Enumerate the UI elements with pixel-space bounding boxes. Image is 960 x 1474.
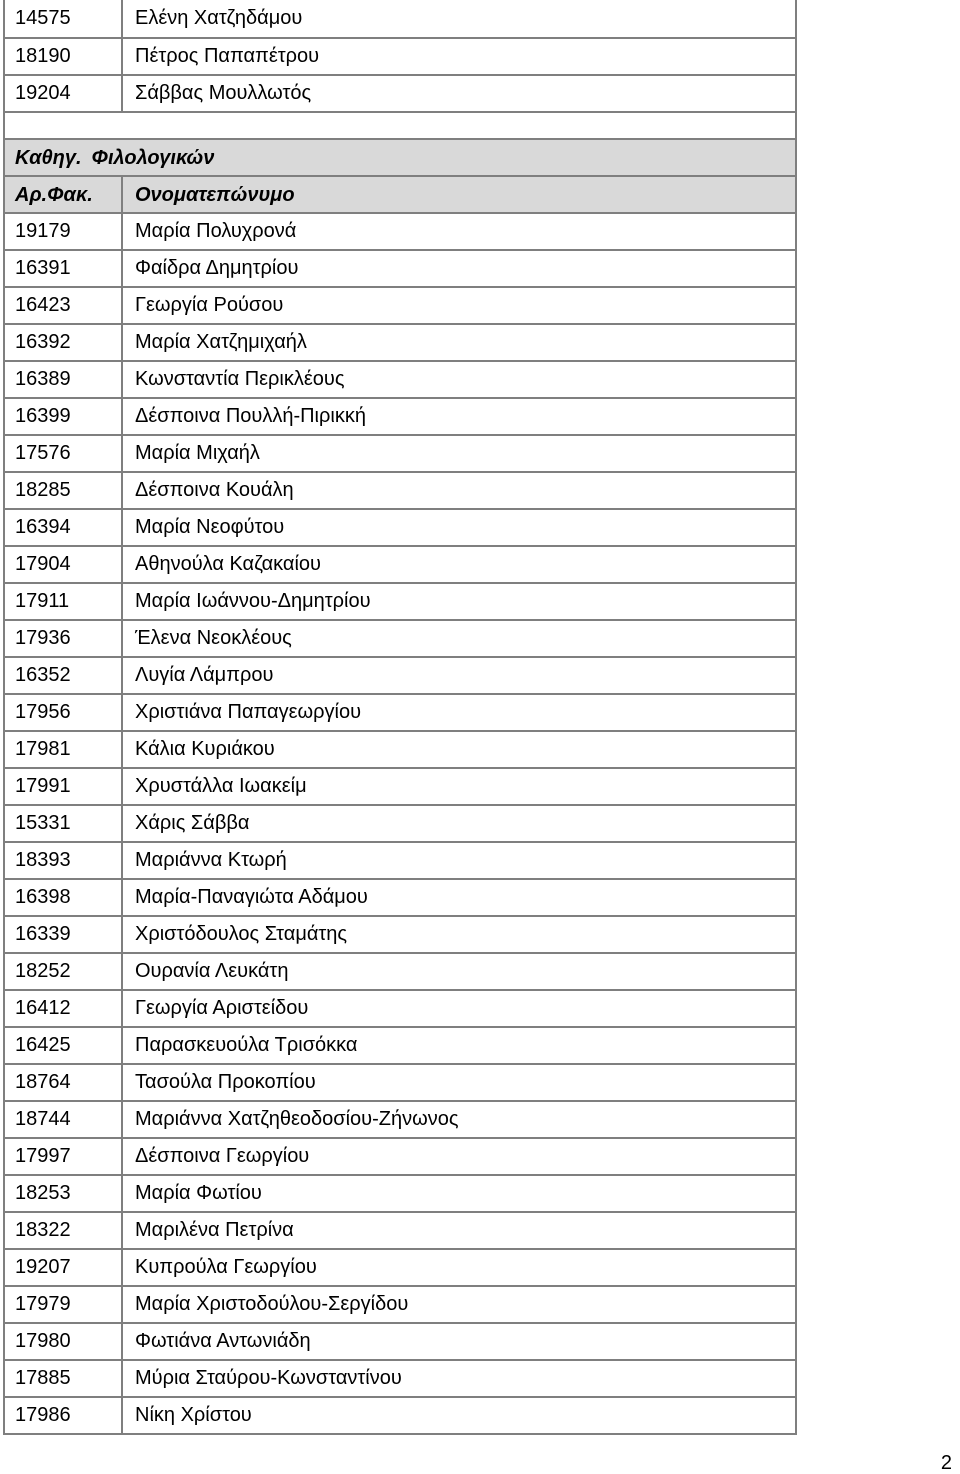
full-name: Νίκη Χρίστου xyxy=(135,1404,252,1426)
full-name: Ελένη Χατζηδάμου xyxy=(135,7,303,29)
file-number: 18285 xyxy=(5,473,123,508)
full-name: Μαρία Χατζημιχαήλ xyxy=(135,331,307,353)
table-row xyxy=(5,1137,795,1174)
full-name: Μαρία Ιωάννου-Δημητρίου xyxy=(135,590,371,612)
full-name: Έλενα Νεοκλέους xyxy=(135,627,292,649)
full-name: Πέτρος Παπαπέτρου xyxy=(135,45,320,67)
full-name: Κωνσταντία Περικλέους xyxy=(135,368,345,390)
page-number: 2 xyxy=(940,1452,952,1474)
table-row xyxy=(5,1322,795,1359)
col-id-header: Αρ.Φακ. xyxy=(5,177,123,212)
file-number: 17885 xyxy=(5,1361,123,1396)
full-name: Δέσποινα Κουάλη xyxy=(135,479,294,501)
file-number: 18253 xyxy=(5,1176,123,1211)
table-row xyxy=(5,212,795,249)
full-name: Τασούλα Προκοπίου xyxy=(135,1071,316,1093)
table-row xyxy=(5,1063,795,1100)
full-name: Λυγία Λάμπρου xyxy=(135,664,274,686)
col-name-header: Ονοματεπώνυμο xyxy=(135,184,295,206)
full-name: Γεωργία Ρούσου xyxy=(135,294,284,316)
section-title xyxy=(5,140,214,175)
full-name: Μαρία Χριστοδούλου-Σεργίδου xyxy=(135,1293,409,1315)
full-name: Μαρία-Παναγιώτα Αδάμου xyxy=(135,886,368,908)
full-name: Χρυστάλλα Ιωακείμ xyxy=(135,775,307,797)
full-name: Δέσποινα Πουλλή-Πιρικκή xyxy=(135,405,366,427)
file-number: 14575 xyxy=(5,0,123,37)
full-name: Μαρία Μιχαήλ xyxy=(135,442,260,464)
table-row xyxy=(5,74,795,111)
table-row xyxy=(5,767,795,804)
table-row xyxy=(5,323,795,360)
full-name: Μαριλένα Πετρίνα xyxy=(135,1219,294,1241)
file-number: 17904 xyxy=(5,547,123,582)
file-number: 16389 xyxy=(5,362,123,397)
section-title-part2: Φιλολογικών xyxy=(91,147,215,169)
file-number: 16392 xyxy=(5,325,123,360)
table-row xyxy=(5,841,795,878)
file-number: 19179 xyxy=(5,214,123,249)
file-number: 16352 xyxy=(5,658,123,693)
full-name: Γεωργία Αριστείδου xyxy=(135,997,309,1019)
file-number: 17997 xyxy=(5,1139,123,1174)
full-name: Φωτιάνα Αντωνιάδη xyxy=(135,1330,311,1352)
full-name: Μαρία Πολυχρονά xyxy=(135,220,297,242)
table-row xyxy=(5,397,795,434)
file-number: 18764 xyxy=(5,1065,123,1100)
table-row xyxy=(5,915,795,952)
file-number: 17911 xyxy=(5,584,123,619)
file-number: 18322 xyxy=(5,1213,123,1248)
table-row xyxy=(5,1396,795,1433)
table-row xyxy=(5,1211,795,1248)
section-header-row xyxy=(5,138,795,175)
file-number: 16391 xyxy=(5,251,123,286)
body-rows xyxy=(5,212,795,1433)
full-name: Μαριάννα Κτωρή xyxy=(135,849,287,871)
table-row xyxy=(5,656,795,693)
table-row xyxy=(5,0,795,37)
file-number: 18393 xyxy=(5,843,123,878)
top-rows xyxy=(5,0,795,111)
file-number: 17991 xyxy=(5,769,123,804)
file-number: 17956 xyxy=(5,695,123,730)
file-number: 16399 xyxy=(5,399,123,434)
full-name: Μαριάννα Χατζηθεοδοσίου-Ζήνωνος xyxy=(135,1108,459,1130)
file-number: 17980 xyxy=(5,1324,123,1359)
table-row xyxy=(5,693,795,730)
table-row xyxy=(5,360,795,397)
full-name: Κάλια Κυριάκου xyxy=(135,738,275,760)
table-row xyxy=(5,434,795,471)
file-number: 16412 xyxy=(5,991,123,1026)
file-number: 16425 xyxy=(5,1028,123,1063)
table-row xyxy=(5,582,795,619)
section-title-part1: Καθηγ. xyxy=(15,147,82,169)
file-number: 17576 xyxy=(5,436,123,471)
file-number: 16394 xyxy=(5,510,123,545)
table-row xyxy=(5,37,795,74)
file-number: 17936 xyxy=(5,621,123,656)
table-row xyxy=(5,508,795,545)
spacer-row xyxy=(5,111,795,138)
full-name: Χάρις Σάββα xyxy=(135,812,250,834)
file-number: 19204 xyxy=(5,76,123,111)
file-number: 19207 xyxy=(5,1250,123,1285)
full-name: Σάββας Μουλλωτός xyxy=(135,82,312,104)
file-number: 16423 xyxy=(5,288,123,323)
table-row xyxy=(5,1174,795,1211)
full-name: Μαρία Νεοφύτου xyxy=(135,516,285,538)
full-name: Κυπρούλα Γεωργίου xyxy=(135,1256,317,1278)
file-number: 17981 xyxy=(5,732,123,767)
table-row xyxy=(5,471,795,508)
file-number: 16398 xyxy=(5,880,123,915)
table-row xyxy=(5,619,795,656)
file-number: 15331 xyxy=(5,806,123,841)
full-name: Χριστιάνα Παπαγεωργίου xyxy=(135,701,362,723)
column-header-row xyxy=(5,175,795,212)
full-name: Μύρια Σταύρου-Κωνσταντίνου xyxy=(135,1367,402,1389)
table-row xyxy=(5,1285,795,1322)
file-number: 17986 xyxy=(5,1398,123,1433)
table-row xyxy=(5,878,795,915)
table-row xyxy=(5,1026,795,1063)
file-number: 18190 xyxy=(5,39,123,74)
table-row xyxy=(5,286,795,323)
table-row xyxy=(5,952,795,989)
full-name: Χριστόδουλος Σταμάτης xyxy=(135,923,348,945)
table-row xyxy=(5,249,795,286)
file-number: 16339 xyxy=(5,917,123,952)
table-row xyxy=(5,1100,795,1137)
file-number: 18744 xyxy=(5,1102,123,1137)
table-row xyxy=(5,730,795,767)
file-number: 18252 xyxy=(5,954,123,989)
table-row xyxy=(5,1248,795,1285)
full-name: Αθηνούλα Καζακαίου xyxy=(135,553,321,575)
table-row xyxy=(5,804,795,841)
full-name: Μαρία Φωτίου xyxy=(135,1182,262,1204)
table-row xyxy=(5,1359,795,1396)
full-name: Παρασκευούλα Τρισόκκα xyxy=(135,1034,358,1056)
file-number: 17979 xyxy=(5,1287,123,1322)
table-row xyxy=(5,545,795,582)
table-row xyxy=(5,989,795,1026)
full-name: Ουρανία Λευκάτη xyxy=(135,960,289,982)
staff-table xyxy=(3,0,797,1435)
full-name: Φαίδρα Δημητρίου xyxy=(135,257,299,279)
full-name: Δέσποινα Γεωργίου xyxy=(135,1145,310,1167)
